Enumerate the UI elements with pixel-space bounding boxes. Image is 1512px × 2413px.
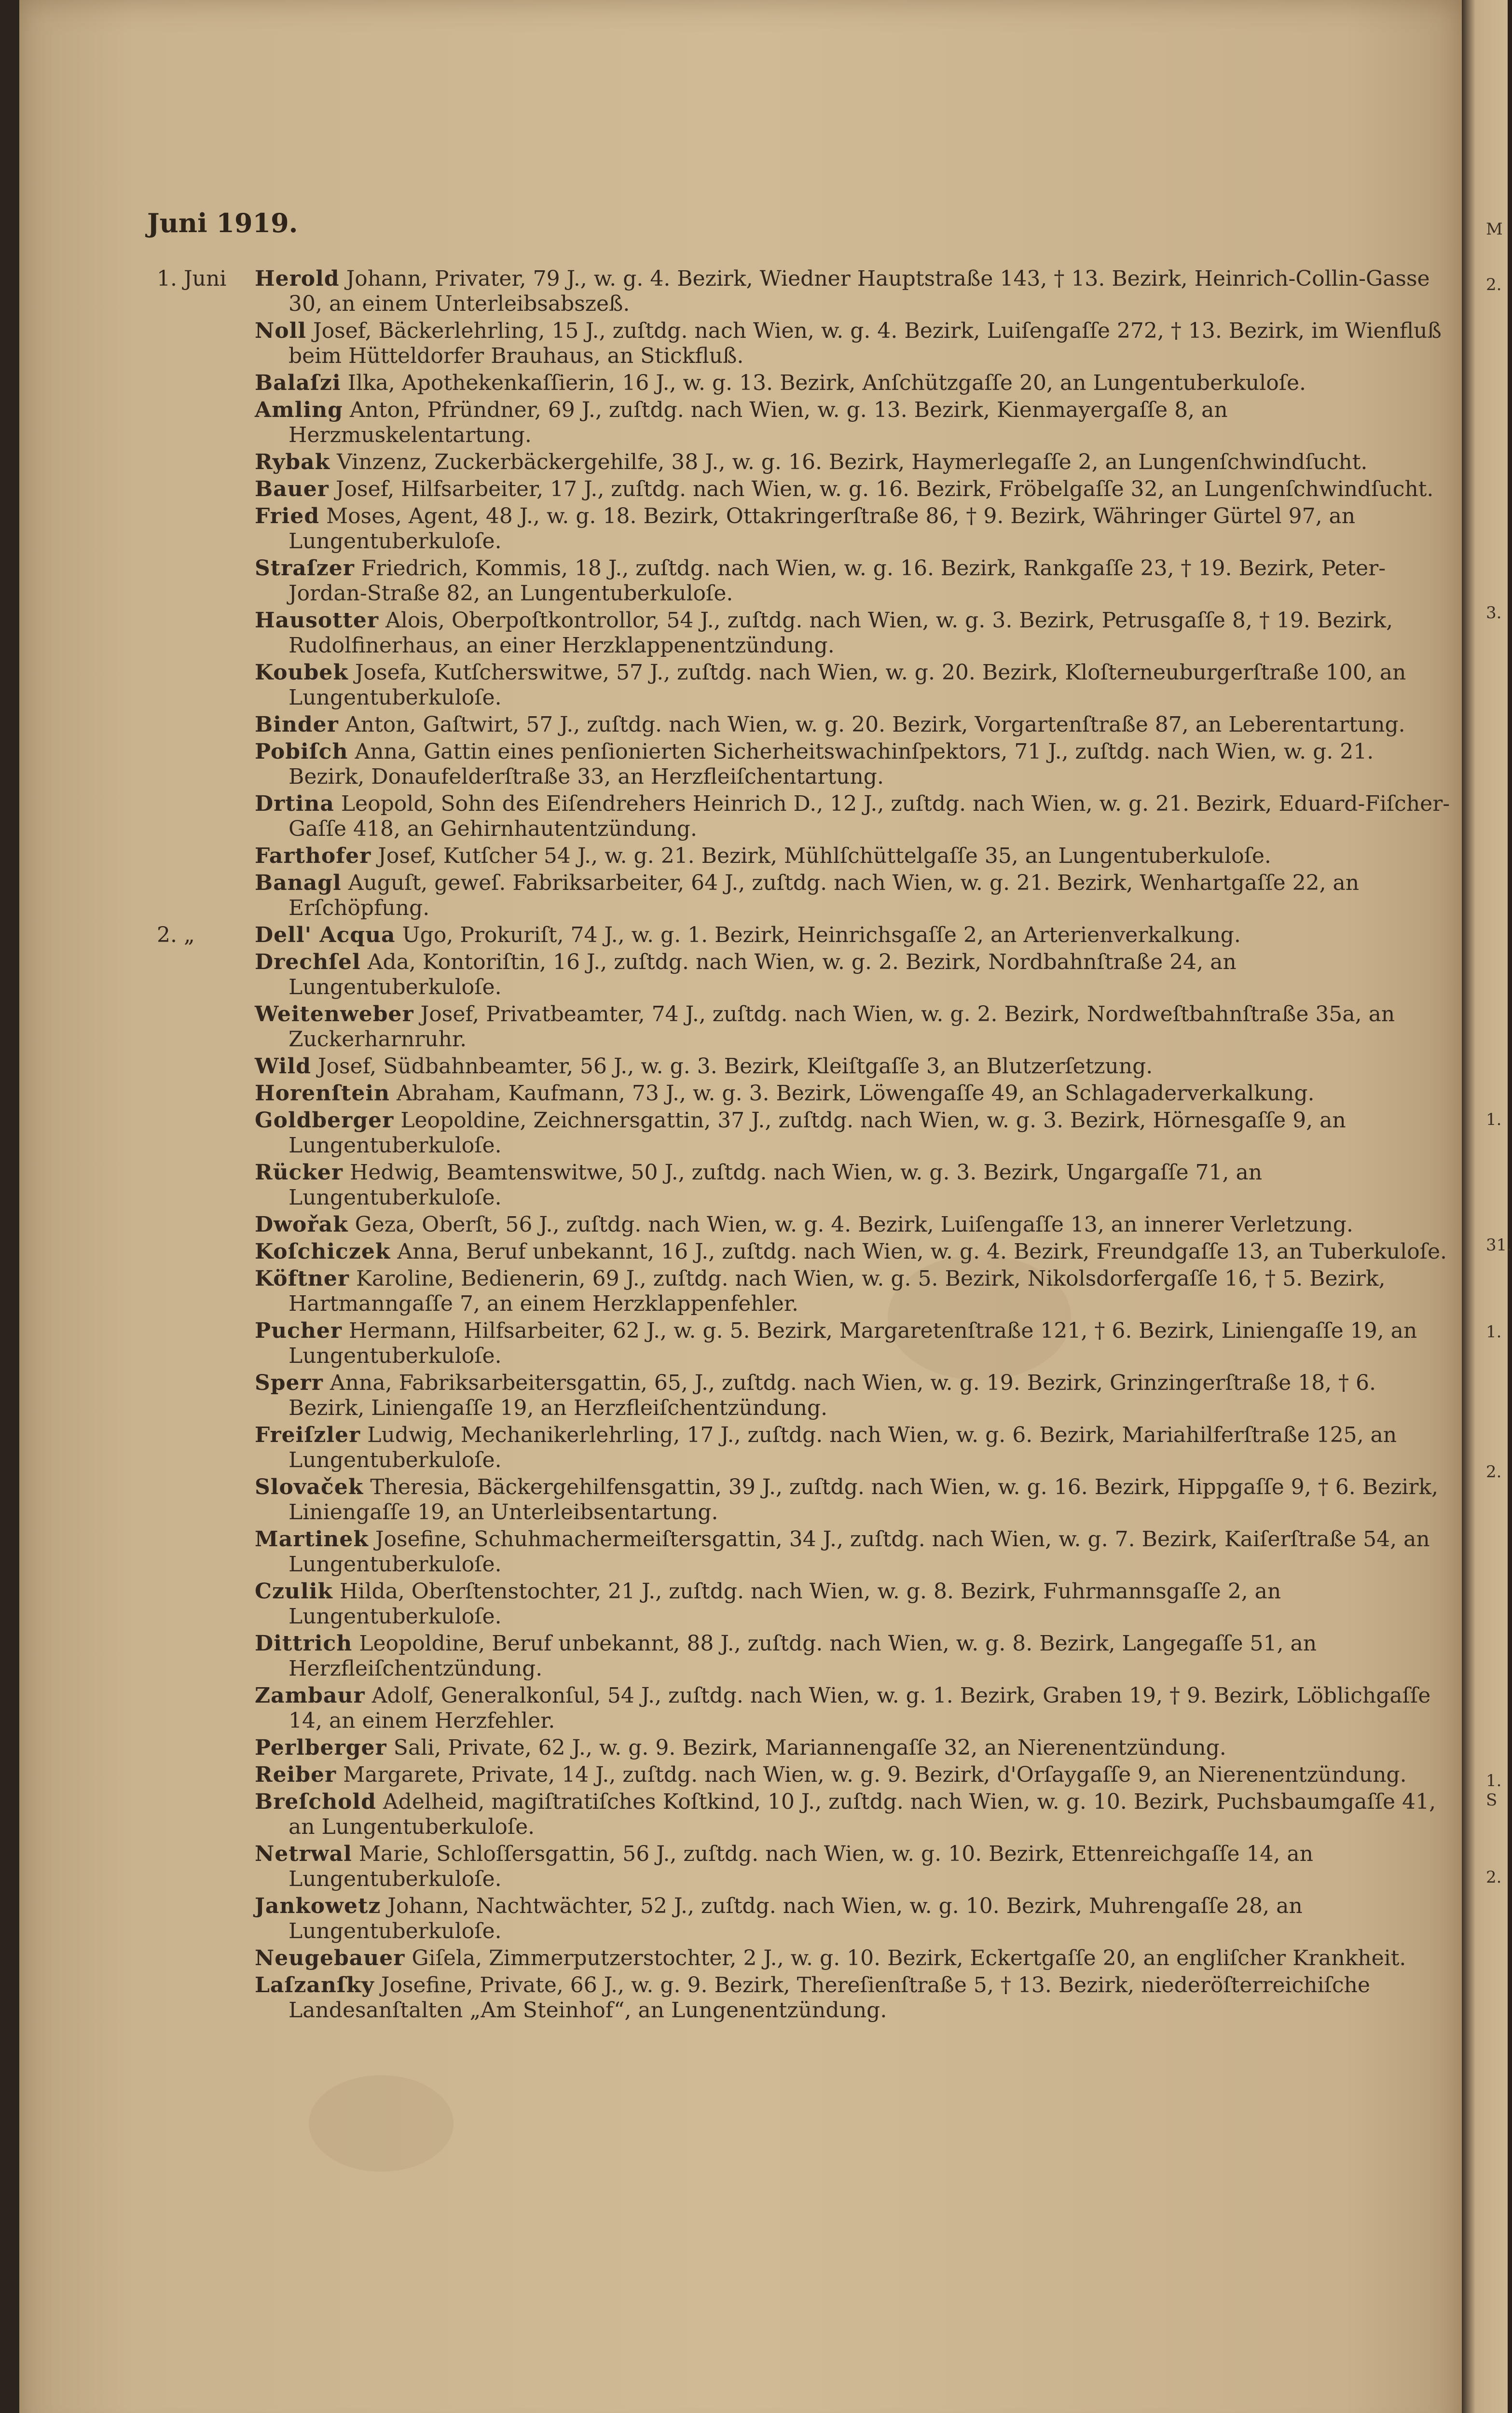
register-entry (159, 1631, 1452, 1681)
edge-fragment: 31. (1486, 1235, 1512, 1255)
register-entry (159, 1054, 1452, 1079)
entry-details: Ludwig, Mechanikerlehrling, 17 J., zuſtdg. nach Wien, w. g. 6. Bezirk, Mariahilferſtraße 125, an Lungentuberkuloſe. (289, 1423, 1397, 1472)
register-entry (159, 1973, 1452, 2023)
entry-surname: Rücker (255, 1160, 344, 1185)
entry-details: Anna, Fabriksarbeitersgattin, 65, J., zuſtdg. nach Wien, w. g. 19. Bezirk, Grinzingerſtraße 18, † 6. Bezirk, Liniengaſſe 19, an Herzfleiſchentzündung. (289, 1371, 1376, 1420)
entry-surname: Drtina (255, 791, 334, 816)
entry-surname: Bauer (255, 477, 329, 501)
register-entry (159, 1318, 1452, 1369)
entry-surname: Köftner (255, 1266, 350, 1291)
register-entry (159, 739, 1452, 790)
entry-details: Anton, Gaſtwirt, 57 J., zuſtdg. nach Wien, w. g. 20. Bezirk, Vorgartenſtraße 87, an Leberentartung. (345, 712, 1405, 737)
register-entry (159, 450, 1452, 475)
entry-surname: Horenſtein (255, 1081, 390, 1106)
register-entry (159, 319, 1452, 369)
entry-surname: Weitenweber (255, 1002, 414, 1026)
entry-details: Sali, Private, 62 J., w. g. 9. Bezirk, Mariannengaſſe 32, an Nierenentzündung. (393, 1735, 1226, 1760)
register-entry (159, 371, 1452, 396)
register-entry (159, 1762, 1452, 1788)
entry-details: Ugo, Prokuriſt, 74 J., w. g. 1. Bezirk, Heinrichsgaſſe 2, an Arterienverkalkung. (402, 923, 1241, 947)
entry-details: Hermann, Hilfsarbeiter, 62 J., w. g. 5. Bezirk, Margaretenſtraße 121, † 6. Bezirk, Liniengaſſe 19, an Lungentuberkuloſe. (289, 1318, 1417, 1368)
entry-details: Alois, Oberpoſtkontrollor, 54 J., zuſtdg. nach Wien, w. g. 3. Bezirk, Petrusgaſſe 8, † 19. Bezirk, Rudolfinerhaus, an einer Herzklappenentzündung. (289, 608, 1393, 658)
entry-details: Adolf, Generalkonſul, 54 J., zuſtdg. nach Wien, w. g. 1. Bezirk, Graben 19, † 9. Bezirk, Löblichgaſſe 14, an einem Herzfehler. (289, 1683, 1431, 1733)
register-entry (159, 1527, 1452, 1577)
entry-date: 2. „ (157, 923, 195, 947)
register-entry (159, 1212, 1452, 1237)
entry-surname: Farthofer (255, 844, 371, 868)
entry-surname: Pucher (255, 1318, 343, 1343)
edge-fragment: M (1486, 220, 1503, 239)
register-entry (159, 1002, 1452, 1052)
entry-surname: Hausotter (255, 608, 379, 633)
register-entry (159, 844, 1452, 869)
entry-surname: Jankowetz (255, 1894, 381, 1918)
entry-surname: Amling (255, 398, 343, 422)
entry-surname: Balaſzi (255, 371, 341, 395)
register-entry (159, 923, 1452, 948)
page-heading: Juni 1919. (147, 208, 298, 238)
register-entry (159, 871, 1452, 921)
entry-details: Marie, Schloſſersgattin, 56 J., zuſtdg. nach Wien, w. g. 10. Bezirk, Ettenreichgaſſe 14, an Lungentuberkuloſe. (289, 1842, 1313, 1891)
entry-surname: Rybak (255, 450, 330, 474)
entry-surname: Netrwal (255, 1842, 352, 1866)
register-entry (159, 556, 1452, 606)
register-entry (159, 477, 1452, 502)
register-entry (159, 608, 1452, 658)
entry-details: Geza, Oberſt, 56 J., zuſtdg. nach Wien, w. g. 4. Bezirk, Luiſengaſſe 13, an innerer Verletzung. (355, 1212, 1353, 1237)
register-entry (159, 1894, 1452, 1944)
register-entry (159, 1266, 1452, 1317)
entry-date: 1. Juni (157, 266, 227, 291)
entry-details: Josef, Südbahnbeamter, 56 J., w. g. 3. Bezirk, Kleiſtgaſſe 3, an Blutzerſetzung. (317, 1054, 1153, 1079)
entry-surname: Noll (255, 319, 306, 343)
register-entry (159, 1579, 1452, 1629)
entry-details: Anton, Pfründner, 69 J., zuſtdg. nach Wien, w. g. 13. Bezirk, Kienmayergaſſe 8, an Herzmuskelentartung. (289, 398, 1228, 447)
entry-surname: Reiber (255, 1762, 337, 1787)
register-entry (159, 1475, 1452, 1525)
entry-details: Margarete, Private, 14 J., zuſtdg. nach Wien, w. g. 9. Bezirk, d'Orſaygaſſe 9, an Nierenentzündung. (343, 1762, 1407, 1787)
entry-surname: Drechſel (255, 950, 361, 974)
entry-details: Adelheid, magiſtratiſches Koſtkind, 10 J., zuſtdg. nach Wien, w. g. 10. Bezirk, Puchsbaumgaſſe 41, an Lungentuberkuloſe. (289, 1789, 1436, 1839)
entry-details: Johann, Privater, 79 J., w. g. 4. Bezirk, Wiedner Hauptstraße 143, † 13. Bezirk, Heinrich-Collin-Gasse 30, an einem Unterleibsabszeß. (289, 266, 1430, 316)
entry-surname: Wild (255, 1054, 311, 1079)
entry-surname: Herold (255, 266, 340, 291)
entry-details: Friedrich, Kommis, 18 J., zuſtdg. nach Wien, w. g. 16. Bezirk, Rankgaſſe 23, † 19. Bezirk, Peter-Jordan-Straße 82, an Lungentuberkuloſe. (289, 556, 1386, 606)
entry-details: Giſela, Zimmerputzerstochter, 2 J., w. g. 10. Bezirk, Eckertgaſſe 20, an engliſcher Krankheit. (412, 1946, 1406, 1970)
entry-details: Josef, Hilfsarbeiter, 17 J., zuſtdg. nach Wien, w. g. 16. Bezirk, Fröbelgaſſe 32, an Lungenſchwindſucht. (335, 477, 1434, 501)
entry-details: Hedwig, Beamtenswitwe, 50 J., zuſtdg. nach Wien, w. g. 3. Bezirk, Ungargaſſe 71, an Lungentuberkuloſe. (289, 1160, 1263, 1210)
entry-details: Hilda, Oberſtenstochter, 21 J., zuſtdg. nach Wien, w. g. 8. Bezirk, Fuhrmannsgaſſe 2, an Lungentuberkuloſe. (289, 1579, 1281, 1629)
entry-surname: Pobiſch (255, 739, 348, 764)
edge-fragment: 2. (1486, 275, 1502, 294)
register-entry (159, 1735, 1452, 1761)
entry-surname: Koubek (255, 660, 348, 685)
register-entry (159, 791, 1452, 842)
register-entry (159, 1789, 1452, 1840)
death-register-list (159, 266, 1452, 2025)
entry-surname: Dwořak (255, 1212, 348, 1237)
entry-surname: Fried (255, 504, 320, 528)
entry-details: Ada, Kontoriſtin, 16 J., zuſtdg. nach Wien, w. g. 2. Bezirk, Nordbahnſtraße 24, an Lungentuberkuloſe. (289, 950, 1237, 999)
register-entry (159, 1108, 1452, 1158)
register-entry (159, 1423, 1452, 1473)
paper-stain (309, 2075, 454, 2172)
edge-fragment: 2. (1486, 1868, 1502, 1887)
entry-details: Josef, Kutſcher 54 J., w. g. 21. Bezirk, Mühlſchüttelgaſſe 35, an Lungentuberkuloſe. (378, 844, 1271, 868)
register-entry (159, 950, 1452, 1000)
entry-surname: Perlberger (255, 1735, 387, 1760)
register-entry (159, 398, 1452, 448)
entry-details: Moses, Agent, 48 J., w. g. 18. Bezirk, Ottakringerſtraße 86, † 9. Bezirk, Währinger Gürtel 97, an Lungentuberkuloſe. (289, 504, 1356, 554)
entry-details: Leopoldine, Zeichnersgattin, 37 J., zuſtdg. nach Wien, w. g. 3. Bezirk, Hörnesgaſſe 9, an Lungentuberkuloſe. (289, 1108, 1346, 1158)
entry-surname: Koſchiczek (255, 1239, 391, 1264)
register-entry (159, 712, 1452, 737)
adjacent-page-edge (1462, 0, 1508, 2413)
entry-details: Vinzenz, Zuckerbäckergehilfe, 38 J., w. g. 16. Bezirk, Haymerlegaſſe 2, an Lungenſchwindſucht. (337, 450, 1368, 474)
entry-surname: Binder (255, 712, 339, 737)
register-entry (159, 660, 1452, 710)
edge-fragment: 2. (1486, 1462, 1502, 1482)
entry-details: Josefa, Kutſcherswitwe, 57 J., zuſtdg. nach Wien, w. g. 20. Bezirk, Kloſterneuburgerſtraße 100, an Lungentuberkuloſe. (289, 660, 1406, 710)
edge-fragment: 1. (1486, 1322, 1502, 1342)
entry-details: Josef, Privatbeamter, 74 J., zuſtdg. nach Wien, w. g. 2. Bezirk, Nordweſtbahnſtraße 35a, an Zuckerharnruhr. (289, 1002, 1395, 1052)
entry-details: Leopold, Sohn des Eiſendrehers Heinrich D., 12 J., zuſtdg. nach Wien, w. g. 21. Bezirk, Eduard-Fiſcher-Gaſſe 418, an Gehirnhautentzündung. (289, 791, 1450, 841)
entry-details: Abraham, Kaufmann, 73 J., w. g. 3. Bezirk, Löwengaſſe 49, an Schlagaderverkalkung. (397, 1081, 1315, 1106)
entry-details: Josefine, Schuhmachermeiſtersgattin, 34 J., zuſtdg. nach Wien, w. g. 7. Bezirk, Kaiſerſtraße 54, an Lungentuberkuloſe. (289, 1527, 1430, 1577)
register-entry (159, 1371, 1452, 1421)
edge-fragment: 3. (1486, 603, 1502, 623)
register-entry (159, 1081, 1452, 1106)
register-entry (159, 266, 1452, 317)
entry-details: Auguſt, geweſ. Fabriksarbeiter, 64 J., zuſtdg. nach Wien, w. g. 21. Bezirk, Wenhartgaſſe 22, an Erſchöpfung. (289, 871, 1360, 920)
entry-surname: Dell' Acqua (255, 923, 396, 947)
register-entry (159, 1842, 1452, 1892)
entry-details: Leopoldine, Beruf unbekannt, 88 J., zuſtdg. nach Wien, w. g. 8. Bezirk, Langegaſſe 51, an Herzfleiſchentzündung. (289, 1631, 1317, 1681)
entry-surname: Freiſzler (255, 1423, 361, 1447)
edge-fragment: 1. (1486, 1110, 1502, 1129)
entry-surname: Zambaur (255, 1683, 365, 1708)
entry-details: Anna, Gattin eines penſionierten Sicherheitswachinſpektors, 71 J., zuſtdg. nach Wien, w. g. 21. Bezirk, Donaufelderſtraße 33, an Herzfleiſchentartung. (289, 739, 1374, 789)
register-entry (159, 504, 1452, 554)
entry-details: Theresia, Bäckergehilfensgattin, 39 J., zuſtdg. nach Wien, w. g. 16. Bezirk, Hippgaſſe 9, † 6. Bezirk, Liniengaſſe 19, an Unterleibsentartung. (289, 1475, 1439, 1525)
entry-details: Karoline, Bedienerin, 69 J., zuſtdg. nach Wien, w. g. 5. Bezirk, Nikolsdorfergaſſe 16, † 5. Bezirk, Hartmanngaſſe 7, an einem Herzklappenfehler. (289, 1266, 1386, 1316)
entry-surname: Czulik (255, 1579, 333, 1604)
entry-surname: Banagl (255, 871, 342, 895)
entry-details: Anna, Beruf unbekannt, 16 J., zuſtdg. nach Wien, w. g. 4. Bezirk, Freundgaſſe 13, an Tuberkuloſe. (397, 1239, 1447, 1264)
entry-surname: Neugebauer (255, 1946, 405, 1970)
entry-details: Josefine, Private, 66 J., w. g. 9. Bezirk, Thereſienſtraße 5, † 13. Bezirk, niederöſterreichiſche Landesanſtalten „Am Steinhof“, an Lungenentzündung. (289, 1973, 1370, 2023)
entry-surname: Laſzanſky (255, 1973, 374, 1997)
entry-details: Johann, Nachtwächter, 52 J., zuſtdg. nach Wien, w. g. 10. Bezirk, Muhrengaſſe 28, an Lungentuberkuloſe. (289, 1894, 1303, 1943)
register-entry (159, 1160, 1452, 1210)
register-entry (159, 1946, 1452, 1971)
entry-surname: Goldberger (255, 1108, 394, 1133)
entry-surname: Dittrich (255, 1631, 353, 1656)
entry-surname: Martinek (255, 1527, 369, 1552)
entry-details: Josef, Bäckerlehrling, 15 J., zuſtdg. nach Wien, w. g. 4. Bezirk, Luiſengaſſe 272, † 13. Bezirk, im Wienfluß beim Hütteldorfer Brauhaus, an Stickfluß. (289, 319, 1442, 368)
register-entry (159, 1683, 1452, 1733)
edge-fragment: 1. S (1486, 1771, 1502, 1810)
entry-surname: Sperr (255, 1371, 323, 1395)
entry-details: Ilka, Apothekenkaſſierin, 16 J., w. g. 13. Bezirk, Anſchützgaſſe 20, an Lungentuberkuloſe. (347, 371, 1306, 395)
entry-surname: Slovaček (255, 1475, 364, 1499)
register-entry (159, 1239, 1452, 1264)
entry-surname: Straſzer (255, 556, 355, 581)
entry-surname: Breſchold (255, 1789, 376, 1814)
